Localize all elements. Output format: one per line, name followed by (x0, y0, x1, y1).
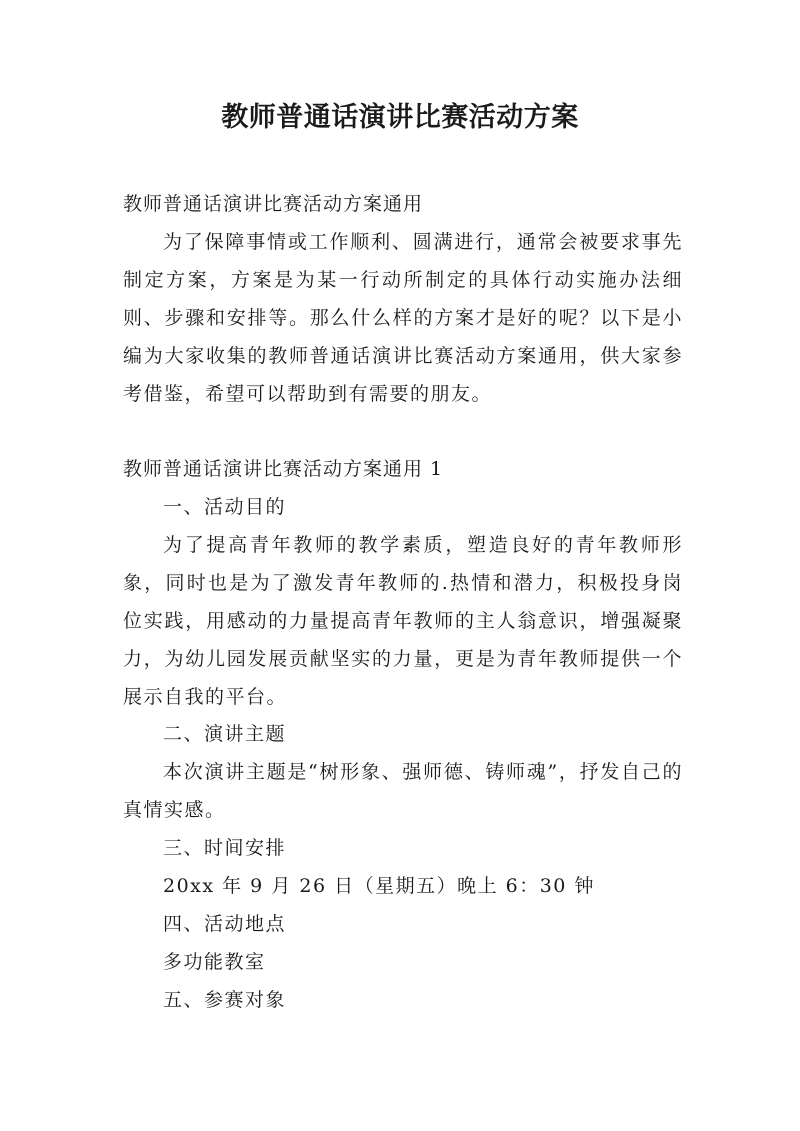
section1-heading: 教师普通话演讲比赛活动方案通用 1 (123, 458, 444, 480)
intro-paragraph-block (123, 223, 683, 413)
item-content-theme: 本次演讲主题是“树形象、强师德、铸师魂”，抒发自己的真情实感。 (123, 761, 683, 821)
item-heading-purpose: 一、活动目的 (163, 496, 287, 518)
document-title: 教师普通话演讲比赛活动方案 (221, 102, 579, 133)
intro-paragraph: 为了保障事情或工作顺利、圆满进行，通常会被要求事先制定方案，方案是为某一行动所制定的具体行动实施办法细则、步骤和安排等。那么什么样的方案才是好的呢？以下是小编为大家收集的教师普通话演讲比赛活动方案通用，供大家参考借鉴，希望可以帮助到有需要的朋友。 (123, 231, 683, 405)
item-heading-location: 四、活动地点 (163, 913, 287, 935)
item-heading-schedule: 三、时间安排 (163, 837, 287, 859)
item-heading-participants: 五、参赛对象 (163, 989, 287, 1011)
item-heading-theme: 二、演讲主题 (163, 723, 287, 745)
item-content-theme-block (123, 753, 683, 829)
intro-heading: 教师普通话演讲比赛活动方案通用 (123, 193, 424, 215)
item-content-schedule: 20xx 年 9 月 26 日（星期五）晚上 6：30 钟 (163, 875, 595, 897)
item-content-purpose: 为了提高青年教师的教学素质，塑造良好的青年教师形象，同时也是为了激发青年教师的.热情和潜力，积极投身岗位实践，用感动的力量提高青年教师的主人翁意识，增强凝聚力，为幼儿园发展贡献坚实的力量，更是为青年教师提供一个展示自我的平台。 (123, 534, 683, 708)
item-content-location: 多功能教室 (163, 951, 266, 973)
item-content-purpose-block (123, 526, 683, 716)
